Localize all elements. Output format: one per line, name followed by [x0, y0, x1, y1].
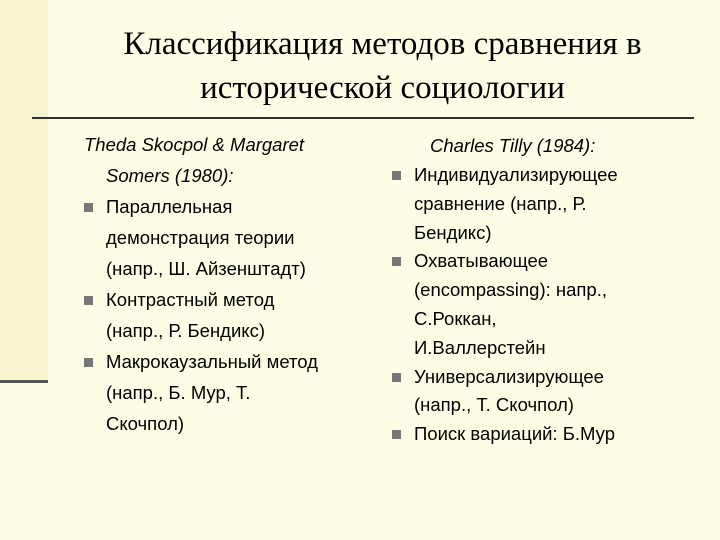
side-accent-bar	[0, 0, 48, 382]
list-item-line: демонстрация теории	[106, 227, 295, 248]
list-item	[84, 191, 384, 284]
left-column	[84, 129, 384, 439]
list-item-line: С.Роккан,	[414, 307, 497, 329]
list-item-line: сравнение (напр., Р.	[414, 192, 587, 214]
slide-title-line-1: Классификация методов сравнения в	[123, 26, 642, 62]
list-item-line: Бендикс)	[414, 221, 492, 243]
list-item-line: (напр., Т. Скочпол)	[414, 394, 574, 416]
left-heading-line-2: Somers (1980):	[106, 165, 234, 186]
left-heading-line-1: Theda Skocpol & Margaret	[84, 134, 305, 155]
left-column-heading	[84, 129, 384, 191]
list-item-line: Макрокаузальный метод	[106, 351, 318, 372]
list-item-line: (напр., Р. Бендикс)	[106, 320, 266, 341]
bullet-square-icon	[392, 257, 401, 266]
list-item-line: Скочпол)	[106, 413, 185, 434]
list-item-line: Контрастный метод	[106, 289, 275, 310]
list-item	[392, 420, 687, 449]
list-item-line: (напр., Б. Мур, Т.	[106, 382, 251, 403]
bullet-square-icon	[84, 203, 93, 212]
list-item-line: Универсализирующее	[414, 365, 604, 387]
list-item	[392, 247, 687, 362]
list-item-line: Охватывающее	[414, 250, 549, 272]
right-column-heading: Charles Tilly (1984):	[430, 135, 596, 156]
list-item-line: (напр., Ш. Айзенштадт)	[106, 258, 306, 279]
list-item-line: И.Валлерстейн	[414, 336, 546, 358]
bullet-square-icon	[84, 296, 93, 305]
list-item-line: Индивидуализирующее	[414, 164, 618, 185]
right-column	[392, 130, 687, 449]
list-item	[84, 284, 384, 346]
list-item	[84, 346, 384, 439]
side-accent-bar-edge	[0, 380, 48, 383]
slide-title	[60, 22, 705, 110]
list-item-line: Параллельная	[106, 196, 233, 217]
list-item	[392, 161, 687, 247]
bullet-square-icon	[392, 171, 401, 180]
slide-title-line-2: исторической социологии	[200, 70, 565, 106]
bullet-square-icon	[392, 430, 401, 439]
title-divider	[32, 117, 694, 119]
list-item-line: (encompassing): напр.,	[414, 279, 607, 301]
list-item-line: Поиск вариаций: Б.Мур	[414, 423, 615, 445]
list-item	[392, 363, 687, 421]
bullet-square-icon	[84, 358, 93, 367]
bullet-square-icon	[392, 373, 401, 382]
